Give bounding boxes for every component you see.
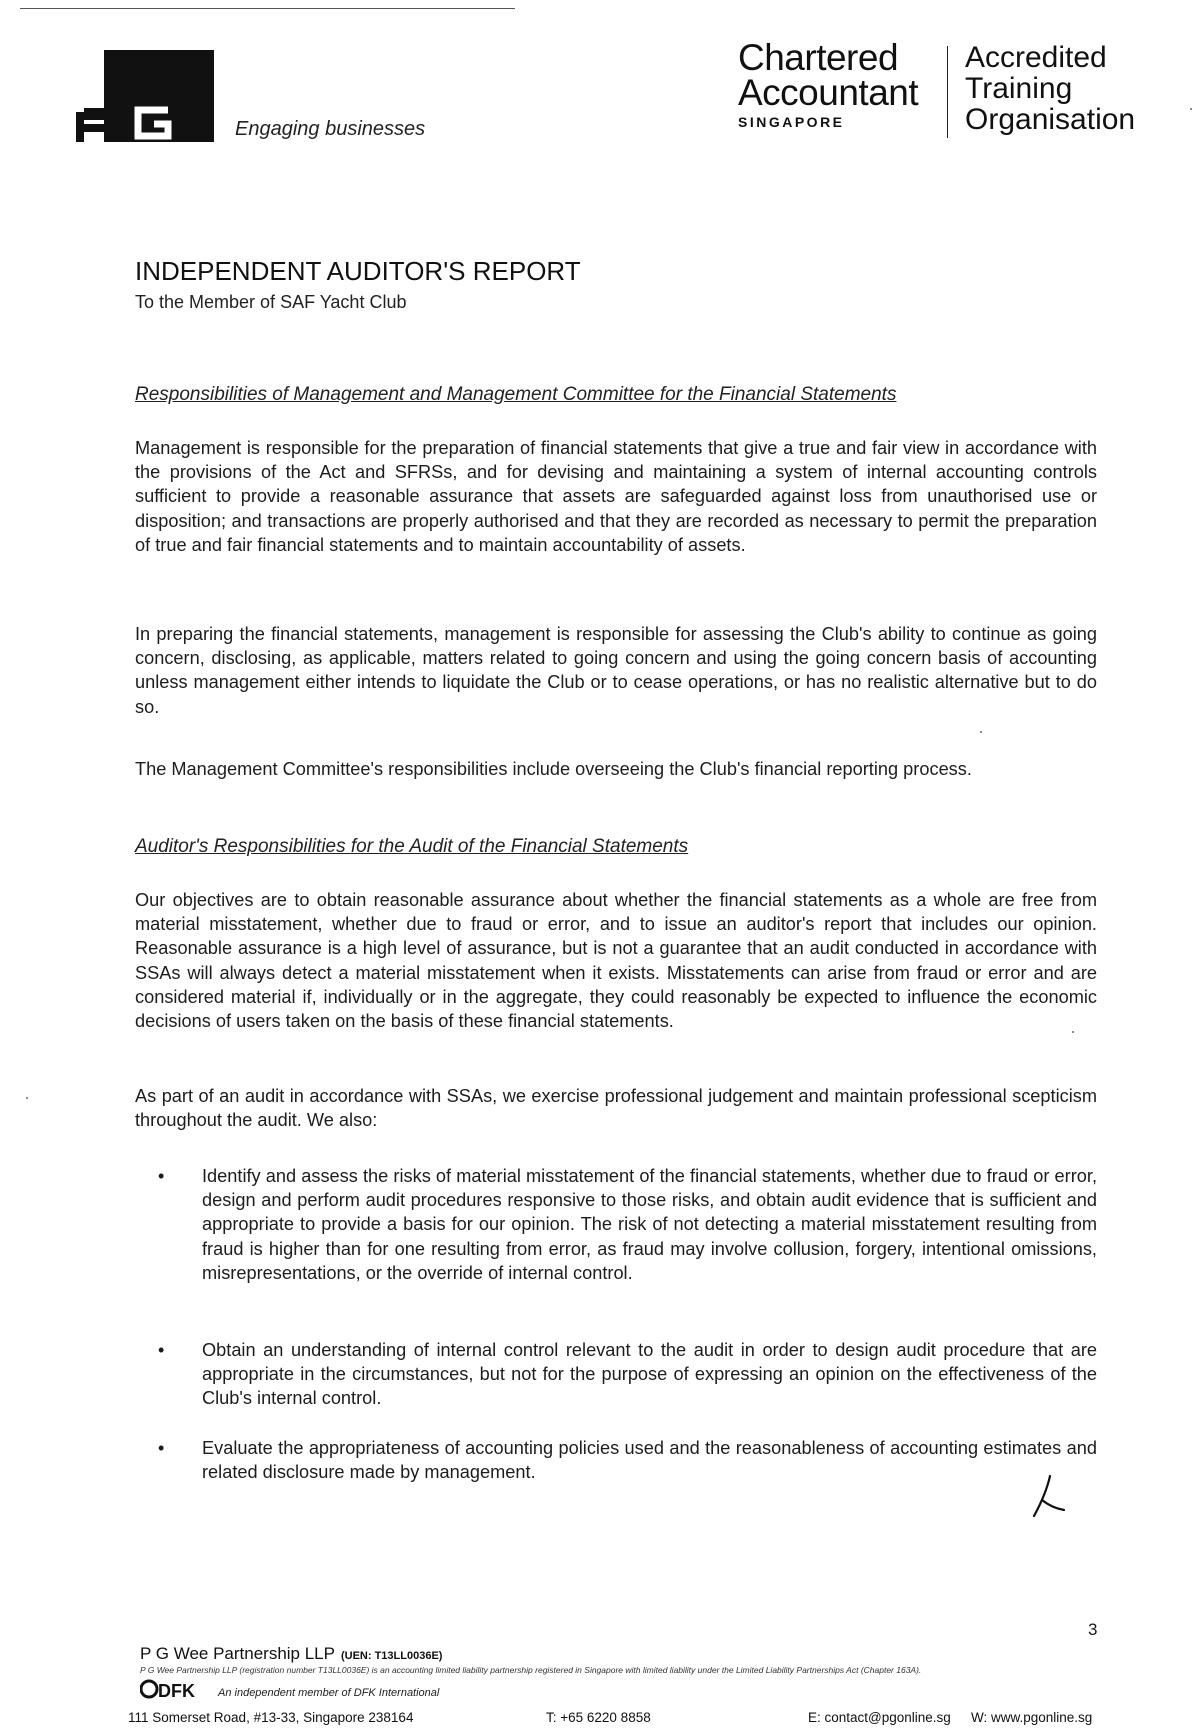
bullet-text-accounting-policies: Evaluate the appropriateness of accounting policies used and the reasonableness of accounting estimates and related disclosure made by management.	[202, 1438, 1097, 1483]
bullet-icon: •	[158, 1166, 165, 1186]
chartered-accountant-logo	[738, 37, 919, 130]
ato-line-2: Training	[965, 72, 1073, 105]
ca-country: SINGAPORE	[738, 114, 845, 130]
report-addressee: To the Member of SAF Yacht Club	[135, 292, 407, 312]
firm-uen: (UEN: T13LL0036E)	[340, 1650, 443, 1662]
section-heading-auditor: Auditor's Responsibilities for the Audit of the Financial Statements	[135, 836, 689, 857]
scan-speck	[1190, 108, 1192, 110]
scan-speck	[1072, 1031, 1074, 1033]
pg-logo	[76, 50, 214, 142]
handwritten-initial	[1028, 1474, 1068, 1520]
paragraph-committee-responsibility: The Management Committee's responsibilities include overseeing the Club's financial reporting process.	[135, 759, 972, 779]
scan-speck	[980, 731, 982, 733]
ato-line-3: Organisation	[965, 103, 1136, 136]
firm-name: P G Wee Partnership LLP	[140, 1644, 335, 1663]
logo-divider	[947, 46, 948, 138]
ca-line-2: Accountant	[738, 72, 919, 113]
tagline: Engaging businesses	[235, 118, 426, 140]
footer-email: E: contact@pgonline.sg	[808, 1710, 951, 1725]
bullet-text-identify-risks: Identify and assess the risks of material misstatement of the financial statements, whether due to fraud or error, design and perform audit procedures responsive to those risks, and obtain audit evidence that is sufficient and appropriate to provide a basis for our opinion. The risk of not detecting a material misstatement resulting from fraud is higher than for one resulting from error, as fraud may involve collusion, forgery, intentional omissions, misrepresentations, or the override of internal control.	[202, 1166, 1097, 1283]
accredited-training-organisation-logo	[965, 42, 1135, 135]
page-number: 3	[1088, 1620, 1098, 1639]
ato-line-1: Accredited	[965, 41, 1107, 74]
scan-top-line	[20, 8, 515, 9]
pg-logo-text: PG	[76, 50, 78, 51]
paragraph-audit-objectives: Our objectives are to obtain reasonable assurance about whether the financial statements as a whole are free from material misstatement, whether due to fraud or error, and to issue an auditor's report that includes our opinion. Reasonable assurance is a high level of assurance, but is not a guarantee that an audit conducted in accordance with SSAs will always detect a material misstatement when it exists. Misstatements can arise from fraud or error and are considered material if, individually or in the aggregate, they could reasonably be expected to influence the economic decisions of users taken on the basis of these financial statements.	[135, 890, 1097, 1032]
bullet-icon: •	[158, 1438, 165, 1458]
report-title: INDEPENDENT AUDITOR'S REPORT	[135, 256, 581, 286]
bullet-text-internal-control: Obtain an understanding of internal control relevant to the audit in order to design audit procedure that are appropriate in the circumstances, but not for the purpose of expressing an opinion on the effectiveness of the Club's internal control.	[202, 1340, 1097, 1409]
ca-line-1: Chartered	[738, 37, 899, 78]
footer-firm-name	[140, 1644, 442, 1664]
paragraph-management-responsibility: Management is responsible for the preparation of financial statements that give a true and fair view in accordance with the provisions of the Act and SFRSs, and for devising and maintaining a system of internal accounting controls sufficient to provide a reasonable assurance that assets are safeguarded against loss from unauthorised use or disposition; and transactions are properly authorised and that they are recorded as necessary to permit the preparation of true and fair financial statements and to maintain accountability of assets.	[135, 438, 1097, 555]
dfk-logo-text: DFK	[158, 1681, 195, 1701]
dfk-logo	[140, 1678, 204, 1704]
footer-phone: T: +65 6220 8858	[546, 1710, 651, 1725]
footer-address: 111 Somerset Road, #13-33, Singapore 238164	[128, 1710, 414, 1725]
paragraph-going-concern: In preparing the financial statements, management is responsible for assessing the Club's ability to continue as going concern, disclosing, as applicable, matters related to going concern and using the going concern basis of accounting unless management either intends to liquidate the Club or to cease operations, or has no realistic alternative but to do so.	[135, 624, 1097, 717]
paragraph-audit-approach: As part of an audit in accordance with SSAs, we exercise professional judgement and maintain professional scepticism throughout the audit. We also:	[135, 1086, 1097, 1131]
scan-speck	[26, 1097, 28, 1099]
footer-website: W: www.pgonline.sg	[971, 1710, 1093, 1725]
section-heading-management: Responsibilities of Management and Management Committee for the Financial Statements	[135, 384, 897, 405]
dfk-member-text: An independent member of DFK International	[218, 1687, 440, 1699]
bullet-icon: •	[158, 1340, 165, 1360]
footer-legal-notice: P G Wee Partnership LLP (registration number T13LL0036E) is an accounting limited liability partnership registered in Singapore with limited liability under the Limited Liability Partnerships Act (Chapter 163A).	[140, 1665, 922, 1675]
